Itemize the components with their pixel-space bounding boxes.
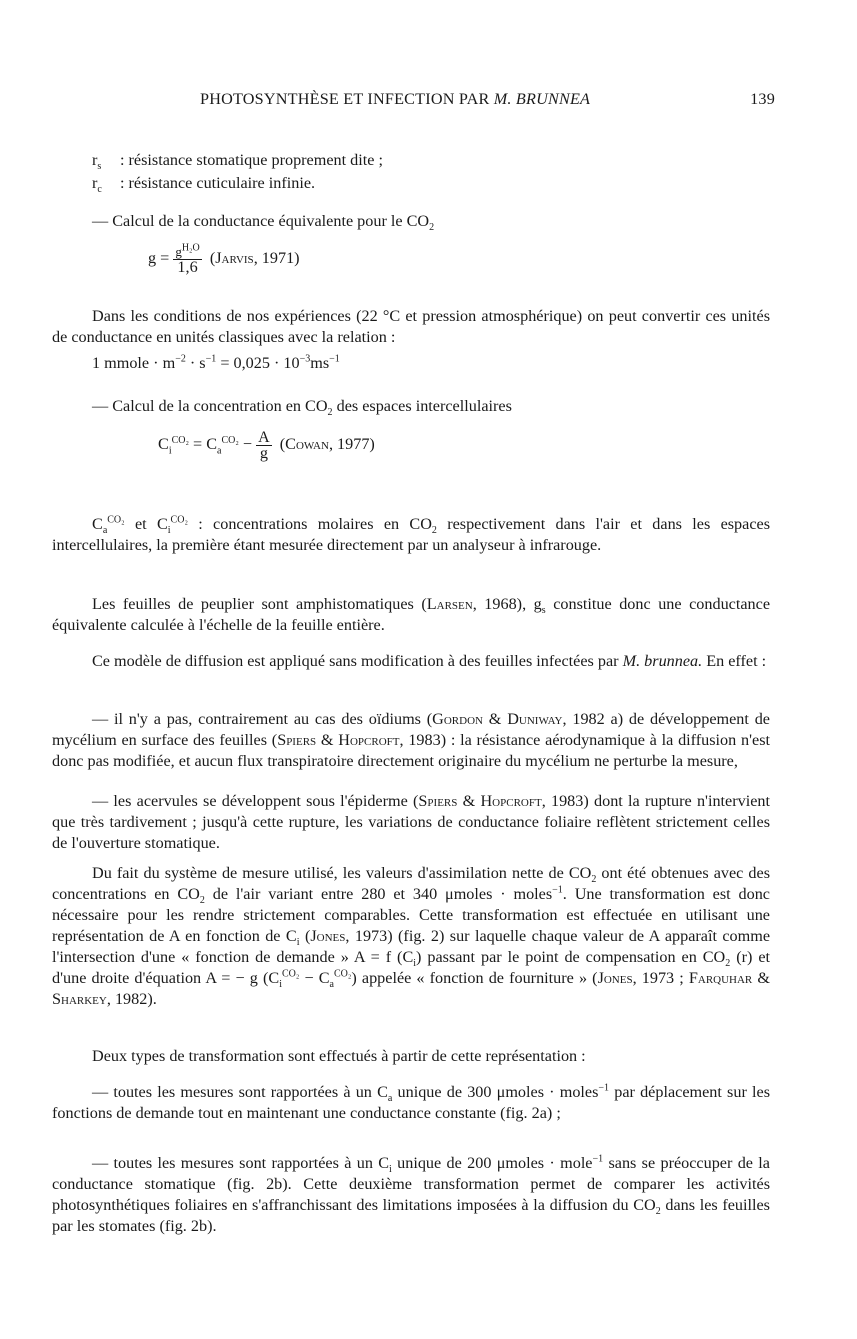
b200-sup: −1 bbox=[592, 1153, 604, 1165]
paragraph-modele-text bbox=[52, 651, 770, 672]
ps-a: Du fait du système de mesure utilisé, les valeurs d'assimilation nette de CO bbox=[92, 864, 592, 882]
bo-d: & bbox=[316, 731, 339, 749]
ps-h: (r) et d'une droite d'équation A = − g (C bbox=[52, 948, 771, 987]
paragraph-peuplier-text bbox=[52, 594, 770, 636]
ba-author2: Hopcroft bbox=[480, 792, 542, 810]
eq-g-ref-year: , 1971) bbox=[253, 249, 300, 268]
ps-m: , 1982). bbox=[106, 990, 157, 1008]
conductance-heading bbox=[92, 211, 434, 232]
paragraph-modele bbox=[52, 651, 770, 672]
unit-c: = 0,025 · 10 bbox=[216, 354, 300, 372]
concentration-heading-sub: 2 bbox=[327, 407, 333, 419]
ps-author1: Jones bbox=[310, 927, 346, 945]
ps-author4: Sharkey bbox=[52, 990, 107, 1008]
paragraph-conditions-text: Dans les conditions de nos expériences (22 °C et pression atmosphérique) on peut convertir ces unités de conductance en unités classiques avec la relation : bbox=[52, 307, 770, 346]
bo-e: , 1983) : la résistance aérodynamique à la diffusion n'est donc pas modifiée, et aucun flux transpiratoire directement originaire du mycélium ne perturbe la mesure, bbox=[52, 731, 770, 770]
paragraph-systeme-text bbox=[52, 863, 770, 1010]
concentration-heading bbox=[92, 396, 512, 417]
b200-sub1: i bbox=[389, 1164, 392, 1176]
b300-sup: −1 bbox=[598, 1082, 610, 1094]
ps-k: , 1973 ; bbox=[632, 969, 689, 987]
ba-c: , 1983) dont la rupture n'intervient que très tardivement ; jusqu'à cette rupture, les variations de conductance foliaire reflètent strictement celles de l'ouverture stomatique. bbox=[52, 792, 770, 852]
definition-rc bbox=[92, 173, 316, 196]
eq-g-lhs: g = bbox=[148, 249, 174, 268]
eq-ci-sup: CO₂ bbox=[171, 434, 189, 446]
running-title-species: M. BRUNNEA bbox=[493, 90, 591, 108]
eq-ci-sub: i bbox=[168, 445, 172, 457]
bullet-300-text bbox=[52, 1082, 770, 1124]
eq-g-fraction bbox=[173, 244, 201, 275]
definition-rs bbox=[92, 150, 383, 173]
ba-a: — les acervules se développent sous l'épiderme ( bbox=[92, 792, 419, 810]
eq-minus: − bbox=[238, 435, 257, 454]
unit-sup3: −3 bbox=[299, 353, 311, 365]
ba-author1: Spiers bbox=[418, 792, 458, 810]
b300-a: — toutes les mesures sont rapportées à un C bbox=[92, 1083, 388, 1101]
eq-ci-denominator: g bbox=[259, 444, 268, 462]
eq-ci-symbol: C bbox=[158, 435, 169, 454]
conductance-equation bbox=[148, 244, 300, 275]
unit-sup2: −1 bbox=[205, 353, 217, 365]
ps-author3: Farquhar bbox=[688, 969, 753, 987]
pp-sub: s bbox=[541, 605, 546, 617]
pc-ci-sub: i bbox=[167, 525, 171, 537]
bullet-300 bbox=[52, 1082, 770, 1124]
running-header bbox=[200, 89, 775, 111]
concentration-heading-a: — Calcul de la concentration en CO bbox=[92, 397, 328, 415]
paragraph-concentrations bbox=[52, 514, 770, 556]
unit-a: 1 mmole · m bbox=[92, 354, 176, 372]
rs-subscript: s bbox=[97, 161, 102, 173]
ps-author2: Jones bbox=[597, 969, 633, 987]
paragraph-deux-types-text: Deux types de transformation sont effectués à partir de cette représentation : bbox=[92, 1047, 586, 1065]
paragraph-concentrations-text bbox=[52, 514, 770, 556]
pp-c: constitue donc une conductance équivalente calculée à l'échelle de la feuille entière. bbox=[52, 595, 771, 634]
b300-sub: a bbox=[387, 1093, 393, 1105]
page-number: 139 bbox=[750, 90, 775, 108]
pm-a: Ce modèle de diffusion est appliqué sans modification à des feuilles infectées par bbox=[92, 652, 623, 670]
b200-d: dans les feuilles par les stomates (fig. 2b). bbox=[52, 1196, 770, 1235]
pc-rest-sub: 2 bbox=[431, 525, 437, 537]
running-title bbox=[200, 89, 590, 110]
bullet-200 bbox=[52, 1153, 770, 1237]
ps-sub1: 2 bbox=[591, 874, 597, 886]
b300-b: unique de 300 μmoles · moles bbox=[392, 1083, 599, 1101]
eq-ca-symbol: = C bbox=[188, 435, 218, 454]
rc-symbol: r bbox=[92, 174, 98, 192]
ps-d: . Une transformation est donc nécessaire pour les rendre strictement comparables. Cette transformation est effectuée en utilisant une représentation de A en fonction de C bbox=[52, 885, 770, 945]
ps-sub6: i bbox=[279, 979, 282, 991]
ps-g: ) passant par le point de compensation en CO bbox=[416, 948, 726, 966]
rs-text: : résistance stomatique proprement dite ; bbox=[120, 151, 383, 169]
running-title-text: PHOTOSYNTHÈSE ET INFECTION PAR bbox=[200, 90, 494, 108]
eq-ca-sub: a bbox=[217, 445, 222, 457]
eq-g-ref-open: ( bbox=[209, 249, 216, 268]
eq-ci-ref-open: ( bbox=[279, 435, 286, 454]
bo-author4: Hopcroft bbox=[338, 731, 400, 749]
pc-ci-sup: CO₂ bbox=[170, 514, 188, 526]
pp-a: Les feuilles de peuplier sont amphistomatiques ( bbox=[92, 595, 427, 613]
bo-b: & bbox=[482, 710, 508, 728]
ps-l: & bbox=[752, 969, 770, 987]
bo-author1: Gordon bbox=[432, 710, 483, 728]
b300-c: par déplacement sur les fonctions de demande tout en maintenant une conductance constante (fig. 2a) ; bbox=[52, 1083, 770, 1122]
ps-sub7: a bbox=[329, 979, 334, 991]
b200-a: — toutes les mesures sont rapportées à un C bbox=[92, 1154, 390, 1172]
pp-b: , 1968), g bbox=[472, 595, 542, 613]
ps-j: ) appelée « fonction de fourniture » ( bbox=[351, 969, 598, 987]
pc-et: et C bbox=[124, 515, 168, 533]
unit-relation bbox=[92, 353, 340, 374]
b200-b: unique de 200 μmoles · mole bbox=[391, 1154, 593, 1172]
b200-sub2: 2 bbox=[655, 1206, 661, 1218]
eq-ci-numerator: A bbox=[258, 429, 270, 446]
pc-rest-a: : concentrations molaires en CO bbox=[187, 515, 432, 533]
unit-b: · s bbox=[185, 354, 206, 372]
paragraph-systeme bbox=[52, 863, 770, 1010]
eq-g-num-sup: H₂O bbox=[181, 242, 200, 254]
bo-author2: Duniway bbox=[507, 710, 563, 728]
bo-author3: Spiers bbox=[277, 731, 317, 749]
ps-i: − C bbox=[299, 969, 330, 987]
ps-sub2: 2 bbox=[199, 895, 205, 907]
b200-c: sans se préoccuper de la conductance stomatique (fig. 2b). Cette deuxième transformation permet de comparer les activités photosynthétiques foliaires en s'affranchissant des limitations imposées à la diffusion du CO bbox=[52, 1154, 770, 1214]
pm-b: En effet : bbox=[702, 652, 767, 670]
pc-ca-sub: a bbox=[102, 525, 108, 537]
eq-ci-fraction bbox=[256, 430, 272, 461]
bo-a: — il n'y a pas, contrairement au cas des oïdiums ( bbox=[92, 710, 433, 728]
ps-sup1: −1 bbox=[552, 884, 563, 896]
eq-g-denominator: 1,6 bbox=[177, 258, 198, 276]
pm-species: M. brunnea. bbox=[622, 652, 703, 670]
rs-symbol: r bbox=[92, 151, 98, 169]
pp-author: Larsen bbox=[426, 595, 473, 613]
unit-sup1: −2 bbox=[175, 353, 186, 365]
bullet-acervules bbox=[52, 791, 770, 854]
paragraph-conditions bbox=[52, 306, 770, 348]
ps-b: ont été obtenues avec des concentrations en CO bbox=[52, 864, 770, 903]
ps-e: ( bbox=[299, 927, 311, 945]
concentration-heading-b: des espaces intercellulaires bbox=[332, 397, 512, 415]
eq-ci-ref-year: , 1977) bbox=[328, 435, 375, 454]
concentration-equation bbox=[158, 430, 375, 461]
conductance-heading-sub: 2 bbox=[429, 222, 435, 234]
bullet-oidiums-text bbox=[52, 709, 770, 772]
eq-g-num-symbol: g bbox=[175, 244, 182, 259]
bullet-acervules-text bbox=[52, 791, 770, 854]
ps-sup2: CO₂ bbox=[281, 968, 300, 980]
rc-text: : résistance cuticulaire infinie. bbox=[120, 174, 316, 192]
paragraph-deux-types bbox=[52, 1046, 770, 1067]
eq-ci-ref-author: Cowan bbox=[285, 435, 329, 454]
pc-ca: C bbox=[92, 515, 103, 533]
bullet-oidiums bbox=[52, 709, 770, 772]
rc-subscript: c bbox=[97, 184, 102, 196]
ps-sub5: 2 bbox=[725, 958, 731, 970]
eq-ca-sup: CO₂ bbox=[221, 434, 239, 446]
eq-g-ref-author: Jarvis bbox=[215, 249, 254, 268]
ps-sub3: i bbox=[296, 937, 300, 949]
ps-c: de l'air variant entre 280 et 340 μmoles · moles bbox=[204, 885, 553, 903]
paragraph-peuplier bbox=[52, 594, 770, 636]
unit-sup4: −1 bbox=[329, 353, 340, 365]
unit-d: ms bbox=[310, 354, 330, 372]
bo-c: , 1982 a) de développement de mycélium en surface des feuilles ( bbox=[52, 710, 770, 749]
ps-sub4: i bbox=[413, 958, 417, 970]
ps-sup3: CO₂ bbox=[333, 968, 352, 980]
ps-f: , 1973) (fig. 2) sur laquelle chaque valeur de A apparaît comme l'intersection d'une « fonction de demande » A = f (C bbox=[52, 927, 771, 966]
pc-ca-sup: CO₂ bbox=[107, 514, 125, 526]
pc-rest-b: respectivement dans l'air et dans les espaces intercellulaires, la première étant mesurée directement par un analyseur à infrarouge. bbox=[52, 515, 770, 554]
ba-b: & bbox=[457, 792, 481, 810]
bullet-200-text bbox=[52, 1153, 770, 1237]
conductance-heading-text: — Calcul de la conductance équivalente pour le CO bbox=[92, 212, 430, 230]
